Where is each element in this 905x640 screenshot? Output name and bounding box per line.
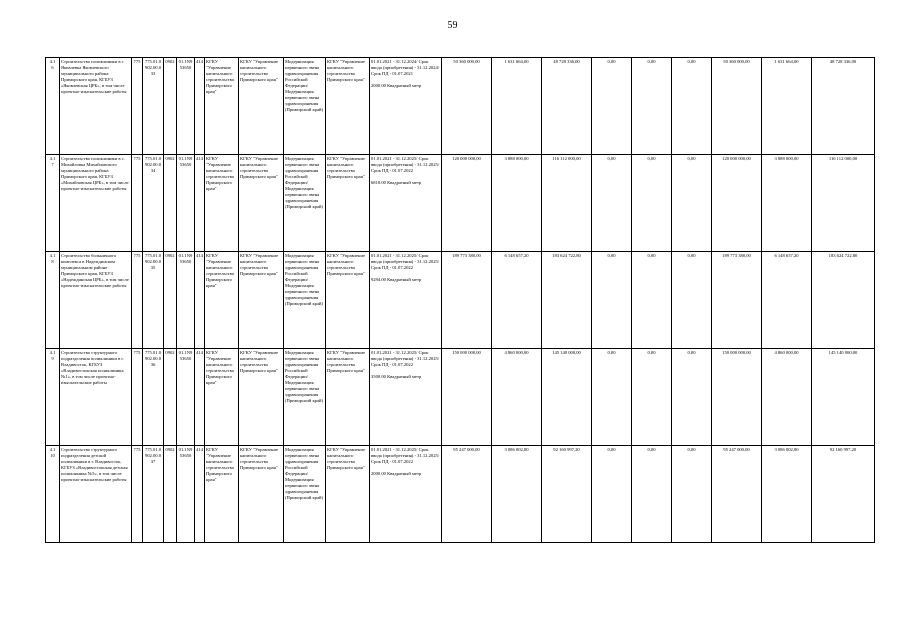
row-index-cell	[46, 349, 60, 446]
funding-part-2-cell	[812, 252, 875, 349]
funding-part-1-cell	[762, 349, 812, 446]
code-vr-cell	[195, 349, 205, 446]
row-index: 4.1 10	[49, 447, 56, 458]
code-section: 0902	[165, 447, 175, 452]
executor-name: КГКУ "Управление капитального строительства Приморского края"	[327, 156, 366, 179]
funding-part-2: 92 160 997,20	[829, 447, 857, 452]
total-cost-cell	[442, 349, 492, 446]
grbs-name-cell	[205, 155, 239, 252]
object-name: Строительство структурного подразделения детской поликлиники в г. Владивосток, КГБУЗ «Владивостокская детская поликлиника №5», в том числе проектно-изыскательские работы	[61, 447, 128, 482]
funding-total-cell	[712, 252, 762, 349]
cost-part-2: 116 112 000,00	[552, 156, 581, 161]
funding-part-1: 1 631 664,00	[774, 59, 799, 64]
code-grbs: 775	[133, 253, 141, 258]
object-name: Строительство поликлиники в с Яковлевка Яковлевского муниципального района Приморского края, КГБУЗ «Яковлевская ЦРБ», в том числе проектно-изыскательские работы	[61, 59, 127, 94]
project-name: Модернизация первичного звена здравоохранения Российской Федерации/Модернизация первичного звена здравоохранения (Приморский край)	[285, 59, 323, 112]
funding-part-2-cell	[812, 349, 875, 446]
cost-part-2-cell	[542, 349, 592, 446]
funding-part-1: 6 148 657,20	[774, 253, 799, 258]
code-csr-cell	[177, 155, 195, 252]
object-name-cell	[60, 446, 132, 543]
project-name: Модернизация первичного звена здравоохранения Российской Федерации/Модернизация первичного звена здравоохранения (Приморский край)	[285, 350, 323, 403]
cost-part-4-cell	[632, 252, 672, 349]
cost-part-1: 4 860 000,00	[504, 350, 529, 355]
total-cost-cell	[442, 446, 492, 543]
dates-capacity: 01.01.2021 - 31.12.2025/ Срок ввода (приобретения) - 31.12.2025/ Срок ПД - 01.07.2022 6818.00 Квадратный метр	[371, 156, 440, 185]
cost-part-5: 0,00	[687, 253, 696, 258]
code-vr: 414	[196, 156, 203, 161]
cost-part-1-cell	[492, 446, 542, 543]
code-grbs: 775	[133, 59, 141, 64]
executor-name-cell	[326, 252, 370, 349]
object-name-cell	[60, 58, 132, 155]
project-name-cell	[284, 252, 326, 349]
customer-name-cell	[239, 252, 284, 349]
total-cost-cell	[442, 252, 492, 349]
row-index: 4.1 6	[49, 59, 56, 70]
dates-capacity-cell	[370, 349, 442, 446]
code-target: 775.01.0 902.00.0 37	[144, 447, 162, 464]
code-section-cell	[164, 155, 177, 252]
dates-capacity-cell	[370, 155, 442, 252]
cost-part-2: 48 728 336,00	[553, 59, 580, 64]
executor-name-cell	[326, 349, 370, 446]
code-section-cell	[164, 252, 177, 349]
code-target: 775.01.0 902.00.0 35	[144, 253, 162, 270]
cost-part-2-cell	[542, 58, 592, 155]
funding-part-1: 4 860 000,00	[774, 350, 799, 355]
row-index: 4.1 7	[49, 156, 56, 167]
cost-part-1: 1 631 664,00	[504, 59, 529, 64]
funding-part-2-cell	[812, 58, 875, 155]
code-section: 0902	[165, 59, 175, 64]
dates-capacity-cell	[370, 58, 442, 155]
cost-part-1: 3 086 002,80	[504, 447, 529, 452]
cost-part-1-cell	[492, 252, 542, 349]
cost-part-3-cell	[592, 155, 632, 252]
table-row	[46, 58, 875, 155]
objects-table	[45, 57, 875, 543]
object-name: Строительство структурного подразделения поликлиники в г. Владивосток, КГБУЗ «Владивостокская поликлиника №1», в том числе проектно-изыскательские работы	[61, 350, 124, 385]
object-name-cell	[60, 252, 132, 349]
cost-part-4: 0,00	[647, 59, 656, 64]
cost-part-1-cell	[492, 58, 542, 155]
funding-part-2-cell	[812, 155, 875, 252]
cost-part-3: 0,00	[607, 253, 616, 258]
row-index-cell	[46, 58, 60, 155]
cost-part-1: 6 148 657,20	[504, 253, 529, 258]
cost-part-2: 92 160 997,20	[553, 447, 580, 452]
project-name-cell	[284, 58, 326, 155]
grbs-name: КГКУ "Управление капитального строительства Приморского края"	[206, 350, 234, 385]
cost-part-2-cell	[542, 446, 592, 543]
code-target-cell	[143, 58, 164, 155]
executor-name: КГКУ "Управление капитального строительства Приморского края"	[327, 59, 366, 82]
project-name-cell	[284, 349, 326, 446]
funding-part-2: 145 140 000,00	[828, 350, 858, 355]
cost-part-2: 145 140 000,00	[552, 350, 581, 355]
executor-name-cell	[326, 155, 370, 252]
code-grbs-cell	[132, 252, 143, 349]
code-target-cell	[143, 155, 164, 252]
customer-name-cell	[239, 446, 284, 543]
funding-total: 50 360 000,00	[723, 59, 750, 64]
code-vr: 414	[196, 253, 203, 258]
cost-part-5: 0,00	[687, 447, 696, 452]
code-section-cell	[164, 58, 177, 155]
page-number: 59	[447, 20, 458, 31]
grbs-name: КГКУ "Управление капитального строительства Приморского края"	[206, 156, 234, 191]
code-target: 775.01.0 902.00.0 34	[144, 156, 162, 173]
code-grbs: 775	[133, 447, 141, 452]
project-name: Модернизация первичного звена здравоохранения Российской Федерации/Модернизация первичного звена здравоохранения (Приморский край)	[285, 156, 323, 209]
cost-part-5-cell	[672, 252, 712, 349]
grbs-name: КГКУ "Управление капитального строительства Приморского края"	[206, 59, 234, 94]
cost-part-3: 0,00	[607, 447, 616, 452]
cost-part-1: 3 888 000,00	[504, 156, 529, 161]
cost-part-3: 0,00	[607, 59, 616, 64]
project-name-cell	[284, 446, 326, 543]
cost-part-4: 0,00	[647, 253, 656, 258]
dates-capacity: 01.01.2021 - 31.12.2025/ Срок ввода (приобретения) - 31.12.2025/ Срок ПД - 01.07.2022 9294.00 Квадратный метр	[371, 253, 440, 282]
code-vr: 414	[196, 447, 203, 452]
code-csr: 01.1N9 53650	[178, 447, 193, 458]
cost-part-5-cell	[672, 446, 712, 543]
cost-part-3: 0,00	[607, 350, 616, 355]
cost-part-3-cell	[592, 252, 632, 349]
dates-capacity: 01.01.2021 - 31.12.2024/ Срок ввода (приобретения) - 31.12.2024/ Срок ПД - 01.07.2021 2000.00 Квадратный метр	[371, 59, 440, 88]
cost-part-4-cell	[632, 155, 672, 252]
code-vr-cell	[195, 58, 205, 155]
grbs-name-cell	[205, 252, 239, 349]
row-index-cell	[46, 446, 60, 543]
table-row	[46, 349, 875, 446]
funding-part-1-cell	[762, 252, 812, 349]
customer-name-cell	[239, 58, 284, 155]
code-section-cell	[164, 446, 177, 543]
code-target: 775.01.0 902.00.0 33	[144, 59, 162, 76]
project-name: Модернизация первичного звена здравоохранения Российской Федерации/Модернизация первичного звена здравоохранения (Приморский край)	[285, 253, 323, 306]
grbs-name-cell	[205, 58, 239, 155]
table-row	[46, 446, 875, 543]
funding-part-1: 3 888 000,00	[774, 156, 799, 161]
project-name: Модернизация первичного звена здравоохранения Российской Федерации/Модернизация первичного звена здравоохранения (Приморский край)	[285, 447, 323, 500]
code-grbs-cell	[132, 58, 143, 155]
code-vr-cell	[195, 446, 205, 543]
funding-part-1: 3 086 002,80	[774, 447, 799, 452]
funding-part-2: 48 728 336,00	[829, 59, 857, 64]
object-name: Строительство больничного комплекса в Надеждинском муниципальном районе Приморского края, КГБУЗ «Надеждинская ЦРБ», в том числе проектно-изыскательские работы	[61, 253, 129, 288]
total-cost: 150 000 000,00	[452, 350, 481, 355]
code-section: 0902	[165, 350, 175, 355]
cost-part-4-cell	[632, 446, 672, 543]
code-csr: 01.1N9 53650	[178, 350, 193, 361]
funding-part-1-cell	[762, 155, 812, 252]
dates-capacity-cell	[370, 252, 442, 349]
funding-total: 95 247 000,00	[723, 447, 750, 452]
funding-total-cell	[712, 155, 762, 252]
cost-part-3-cell	[592, 349, 632, 446]
funding-part-2-cell	[812, 446, 875, 543]
executor-name: КГКУ "Управление капитального строительства Приморского края"	[327, 350, 366, 373]
code-grbs-cell	[132, 446, 143, 543]
executor-name-cell	[326, 446, 370, 543]
code-vr: 414	[196, 59, 203, 64]
customer-name: КГКУ "Управление капитального строительства Приморского края"	[240, 447, 279, 470]
cost-part-5: 0,00	[687, 156, 696, 161]
cost-part-3: 0,00	[607, 156, 616, 161]
code-target-cell	[143, 349, 164, 446]
cost-part-5: 0,00	[687, 350, 696, 355]
code-section-cell	[164, 349, 177, 446]
table-row	[46, 252, 875, 349]
code-csr: 01.1N9 53650	[178, 59, 193, 70]
code-csr-cell	[177, 58, 195, 155]
customer-name: КГКУ "Управление капитального строительства Приморского края"	[240, 59, 279, 82]
code-section: 0902	[165, 156, 175, 161]
object-name-cell	[60, 155, 132, 252]
cost-part-4: 0,00	[647, 350, 656, 355]
funding-part-2: 116 112 000,00	[828, 156, 858, 161]
funding-total-cell	[712, 349, 762, 446]
row-index: 4.1 8	[49, 253, 56, 264]
funding-part-2: 183 624 722,80	[828, 253, 858, 258]
code-vr: 414	[196, 350, 203, 355]
customer-name: КГКУ "Управление капитального строительства Приморского края"	[240, 253, 279, 276]
total-cost-cell	[442, 58, 492, 155]
cost-part-5: 0,00	[687, 59, 696, 64]
project-name-cell	[284, 155, 326, 252]
code-csr: 01.1N9 53650	[178, 253, 193, 264]
dates-capacity: 01.01.2021 - 31.12.2025/ Срок ввода (приобретения) - 31.12.2025/ Срок ПД - 01.07.2022 2000.00 Квадратный метр	[371, 447, 440, 476]
code-grbs: 775	[133, 350, 141, 355]
cost-part-1-cell	[492, 349, 542, 446]
code-csr: 01.1N9 53650	[178, 156, 193, 167]
total-cost: 95 247 000,00	[453, 447, 480, 452]
row-index-cell	[46, 252, 60, 349]
cost-part-3-cell	[592, 446, 632, 543]
executor-name-cell	[326, 58, 370, 155]
row-index: 4.1 9	[49, 350, 56, 361]
code-csr-cell	[177, 252, 195, 349]
funding-part-1-cell	[762, 446, 812, 543]
object-name: Строительство поликлиники в с. Михайловка Михайловского муниципального района Приморского края, КГБУЗ «Михайловская ЦРБ», в том числе проектно-изыскательские работы	[61, 156, 129, 191]
code-target: 775.01.0 902.00.0 36	[144, 350, 162, 367]
grbs-name-cell	[205, 446, 239, 543]
funding-part-1-cell	[762, 58, 812, 155]
code-grbs-cell	[132, 155, 143, 252]
cost-part-3-cell	[592, 58, 632, 155]
code-grbs: 775	[133, 156, 141, 161]
total-cost: 120 000 000,00	[452, 156, 481, 161]
cost-part-2-cell	[542, 155, 592, 252]
cost-part-2-cell	[542, 252, 592, 349]
object-name-cell	[60, 349, 132, 446]
customer-name-cell	[239, 155, 284, 252]
cost-part-4: 0,00	[647, 156, 656, 161]
cost-part-4: 0,00	[647, 447, 656, 452]
dates-capacity: 01.01.2021 - 31.12.2025/ Срок ввода (приобретения) - 31.12.2025/ Срок ПД - 01.07.2022 3500.00 Квадратный метр	[371, 350, 440, 379]
executor-name: КГКУ "Управление капитального строительства Приморского края"	[327, 253, 366, 276]
grbs-name: КГКУ "Управление капитального строительства Приморского края"	[206, 253, 234, 288]
code-target-cell	[143, 446, 164, 543]
funding-total: 189 773 380,00	[722, 253, 751, 258]
code-vr-cell	[195, 252, 205, 349]
total-cost: 189 773 380,00	[452, 253, 481, 258]
funding-total: 120 000 000,00	[722, 156, 751, 161]
customer-name: КГКУ "Управление капитального строительства Приморского края"	[240, 350, 279, 373]
cost-part-1-cell	[492, 155, 542, 252]
table-row	[46, 155, 875, 252]
code-section: 0902	[165, 253, 175, 258]
cost-part-2: 183 624 722,80	[552, 253, 581, 258]
total-cost: 50 360 000,00	[453, 59, 480, 64]
code-csr-cell	[177, 446, 195, 543]
executor-name: КГКУ "Управление капитального строительства Приморского края"	[327, 447, 366, 470]
dates-capacity-cell	[370, 446, 442, 543]
code-csr-cell	[177, 349, 195, 446]
total-cost-cell	[442, 155, 492, 252]
grbs-name: КГКУ "Управление капитального строительства Приморского края"	[206, 447, 234, 482]
customer-name-cell	[239, 349, 284, 446]
code-grbs-cell	[132, 349, 143, 446]
code-target-cell	[143, 252, 164, 349]
customer-name: КГКУ "Управление капитального строительства Приморского края"	[240, 156, 279, 179]
cost-part-5-cell	[672, 155, 712, 252]
funding-total: 150 000 000,00	[722, 350, 751, 355]
cost-part-4-cell	[632, 349, 672, 446]
cost-part-5-cell	[672, 349, 712, 446]
row-index-cell	[46, 155, 60, 252]
code-vr-cell	[195, 155, 205, 252]
funding-total-cell	[712, 58, 762, 155]
grbs-name-cell	[205, 349, 239, 446]
cost-part-5-cell	[672, 58, 712, 155]
funding-total-cell	[712, 446, 762, 543]
cost-part-4-cell	[632, 58, 672, 155]
